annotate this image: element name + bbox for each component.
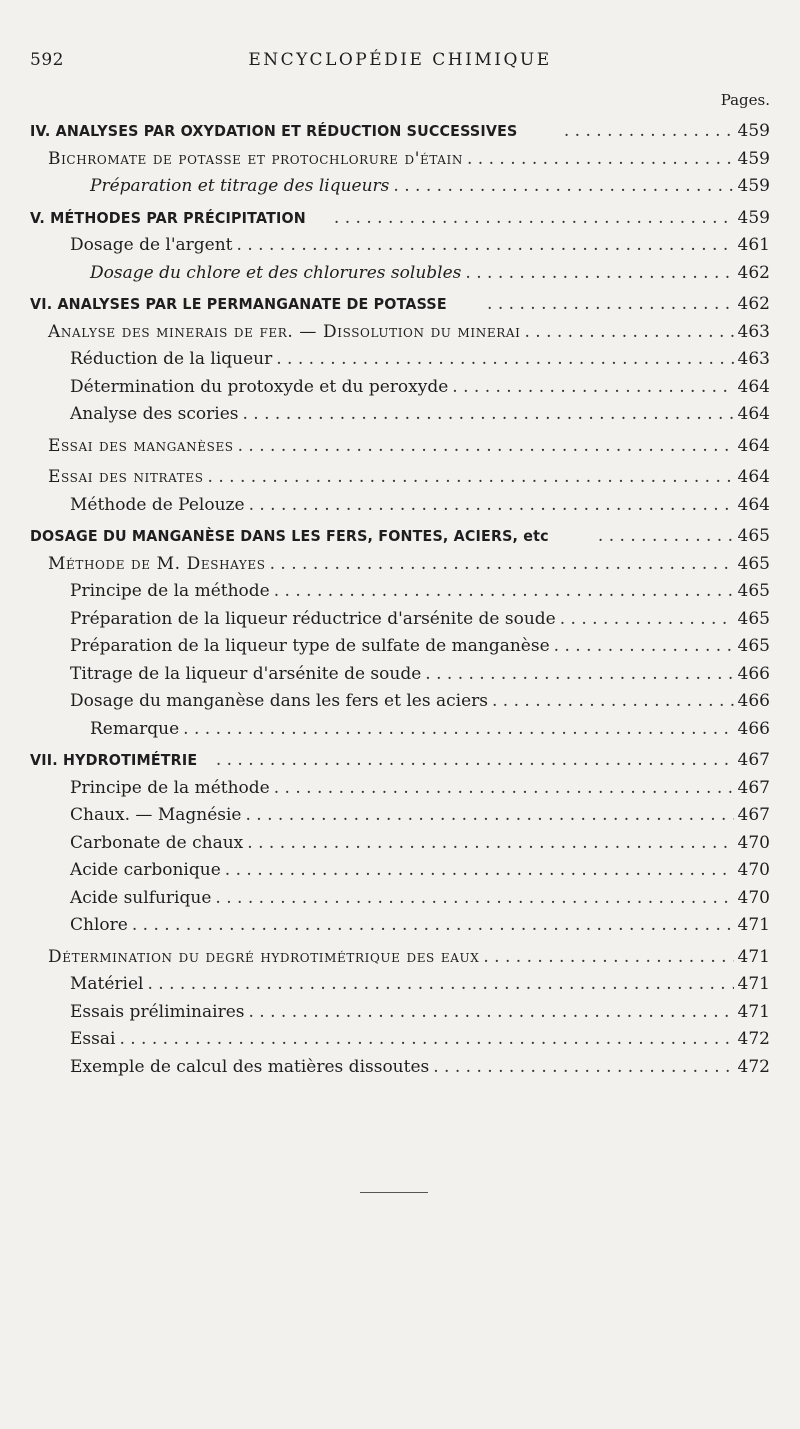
toc-entry [30,433,770,461]
toc-entry-title: Matériel [70,974,144,994]
toc-entry [30,747,770,775]
toc-entry-page: 471 [737,915,770,935]
toc-entry-title: Essai des manganèses [48,435,234,456]
toc-entry-title: Essai [70,1029,116,1049]
dot-leader [433,1054,733,1082]
dot-leader [524,319,733,347]
page-number: 592 [30,50,64,70]
toc-entry [30,661,770,689]
toc-entry [30,944,770,972]
toc-entry [30,688,770,716]
toc-entry-title: Dosage de l'argent [70,235,233,255]
dot-leader [560,606,734,634]
dot-leader [225,857,734,885]
running-head: ENCYCLOPÉDIE CHIMIQUE [248,50,552,70]
toc-entry-page: 461 [737,235,770,255]
toc-entry-page: 471 [737,1001,770,1022]
toc-entry-page: 465 [737,553,770,574]
toc-entry [30,578,770,606]
toc-entry [30,401,770,429]
toc-entry-title: Préparation et titrage des liqueurs [90,176,390,196]
dot-leader [237,232,734,260]
toc-entry-title: Acide sulfurique [70,887,212,908]
toc-entry-title: Carbonate de chaux [70,832,244,853]
toc-entry [30,464,770,492]
toc-entry-page: 465 [737,636,770,656]
toc-entry-title: Chaux. — Magnésie [70,805,242,825]
toc-entry-title: Principe de la méthode [70,777,270,798]
toc-entry-page: 462 [737,262,770,283]
toc-entry-title: Analyse des scories [70,404,239,424]
toc-entry-title: VI. ANALYSES PAR LE PERMANGANATE DE POTASSE [30,295,447,313]
dot-leader [467,146,734,174]
toc-entry [30,802,770,830]
toc-entry-page: 464 [737,376,770,397]
toc-entry-title: VII. HYDROTIMÉTRIE [30,751,198,769]
toc-entry-page: 472 [737,1029,770,1049]
toc-entry [30,523,770,551]
pages-column-label: Pages. [720,91,770,109]
toc-entry-title: Chlore [70,915,128,935]
toc-entry-page: 459 [737,207,770,228]
dot-leader [148,971,734,999]
toc-entry [30,633,770,661]
toc-entry-title: V. MÉTHODES PAR PRÉCIPITATION [30,208,306,227]
toc-entry [30,346,770,374]
toc-entry-page: 471 [737,974,770,994]
toc-entry-title: Acide carbonique [70,860,221,880]
toc-entry-page: 466 [737,691,770,711]
toc-entry-page: 466 [737,663,770,684]
toc-entry-title: Dosage du manganèse dans les fers et les aciers [70,691,488,711]
toc-entry [30,885,770,913]
toc-entry-page: 465 [737,608,770,629]
toc-entry [30,775,770,803]
toc-entry [30,857,770,885]
dot-leader [487,291,734,319]
end-rule [360,1192,428,1193]
dot-leader [243,401,734,429]
toc-entry-page: 470 [737,832,770,853]
toc-entry-page: 472 [737,1056,770,1077]
toc-entry [30,260,770,288]
table-of-contents [30,118,770,1081]
toc-entry-page: 467 [737,750,770,770]
toc-entry-page: 464 [737,467,770,487]
dot-leader [554,633,734,661]
dot-leader [276,346,733,374]
toc-entry-title: Bichromate de potasse et protochlorure d'étain [48,148,463,169]
dot-leader [270,551,734,579]
toc-entry [30,291,770,319]
toc-entry-page: 463 [737,321,770,342]
toc-entry-page: 464 [737,494,770,515]
toc-entry-page: 467 [737,805,770,825]
dot-leader [452,374,733,402]
toc-entry-title: Préparation de la liqueur type de sulfate de manganèse [70,636,550,656]
toc-entry [30,716,770,744]
toc-entry-title: Méthode de M. Deshayes [48,553,266,574]
dot-leader [465,260,733,288]
dot-leader [246,802,734,830]
toc-entry [30,173,770,201]
toc-entry-title: Dosage du chlore et des chlorures solubles [90,262,462,283]
toc-entry-title: Détermination du protoxyde et du peroxyde [70,376,449,397]
dot-leader [483,944,733,972]
toc-entry-page: 459 [737,148,770,169]
toc-entry [30,551,770,579]
toc-entry-title: Réduction de la liqueur [70,349,273,369]
toc-entry [30,1054,770,1082]
dot-leader [132,912,734,940]
toc-entry-page: 459 [737,121,770,141]
toc-entry [30,374,770,402]
dot-leader [393,173,733,201]
toc-entry [30,118,770,146]
toc-entry [30,830,770,858]
toc-entry-page: 467 [737,777,770,798]
dot-leader [119,1026,733,1054]
dot-leader [492,688,734,716]
toc-entry-page: 465 [737,581,770,601]
toc-entry-title: Remarque [90,718,180,739]
toc-entry-page: 470 [737,860,770,880]
toc-entry [30,205,770,233]
toc-entry-page: 464 [737,404,770,424]
dot-leader [183,716,733,744]
dot-leader [274,578,734,606]
toc-entry-page: 466 [737,718,770,739]
toc-entry [30,319,770,347]
toc-entry-title: Principe de la méthode [70,581,270,601]
dot-leader [274,775,734,803]
toc-entry [30,492,770,520]
toc-entry-title: Méthode de Pelouze [70,494,245,515]
toc-entry-title: Détermination du degré hydrotimétrique des eaux [48,946,480,967]
toc-entry [30,999,770,1027]
toc-entry-page: 462 [737,294,770,314]
dot-leader [334,205,734,233]
dot-leader [425,661,733,689]
dot-leader [598,523,734,551]
toc-entry-title: Préparation de la liqueur réductrice d'arsénite de soude [70,608,556,629]
toc-entry-title: Essai des nitrates [48,467,204,487]
toc-entry-page: 464 [737,435,770,456]
dot-leader [249,999,734,1027]
toc-entry [30,971,770,999]
toc-entry-title: Essais préliminaires [70,1001,245,1022]
dot-leader [564,118,734,146]
toc-entry-title: Exemple de calcul des matières dissoutes [70,1056,430,1077]
toc-entry [30,606,770,634]
toc-entry-page: 465 [737,526,770,546]
toc-entry-page: 471 [737,946,770,967]
dot-leader [216,747,734,775]
dot-leader [238,433,734,461]
toc-entry [30,146,770,174]
toc-entry-page: 470 [737,887,770,908]
dot-leader [249,492,734,520]
toc-entry-title: Analyse des minerais de fer. — Dissolution du minerai [48,321,521,342]
toc-entry-title: Titrage de la liqueur d'arsénite de soude [70,663,422,684]
toc-entry [30,232,770,260]
dot-leader [208,464,734,492]
dot-leader [247,830,733,858]
toc-entry [30,1026,770,1054]
toc-entry-page: 459 [737,176,770,196]
toc-entry-title: DOSAGE DU MANGANÈSE DANS LES FERS, FONTES, ACIERS, etc [30,527,549,545]
toc-entry-page: 463 [737,349,770,369]
toc-entry-title: IV. ANALYSES PAR OXYDATION ET RÉDUCTION SUCCESSIVES [30,122,518,140]
dot-leader [215,885,733,913]
toc-entry [30,912,770,940]
